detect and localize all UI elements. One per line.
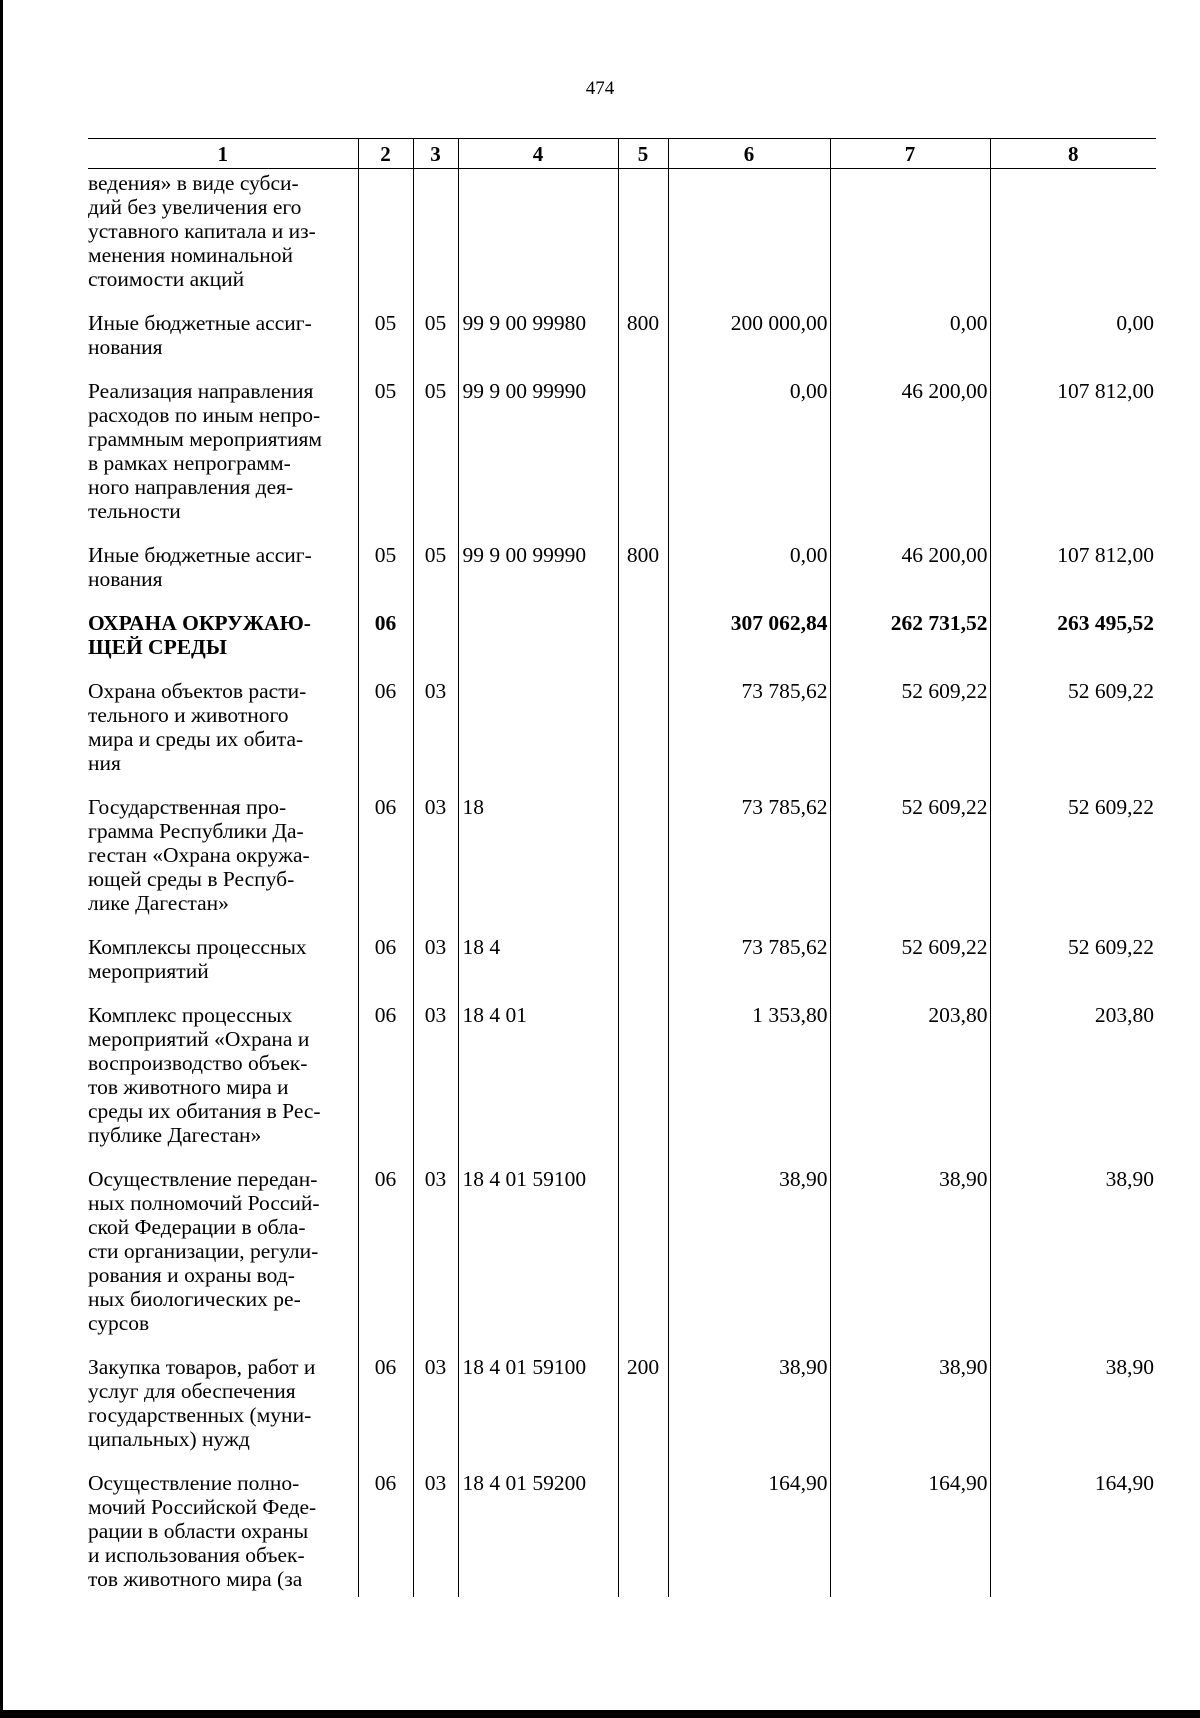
table-row	[88, 543, 1156, 611]
header-col-8: 8	[990, 139, 1156, 169]
amount-year-1: 73 785,62	[668, 935, 830, 1003]
table-row	[88, 795, 1156, 935]
table-row	[88, 1167, 1156, 1355]
section-code: 06	[358, 1167, 413, 1355]
page-number: 474	[585, 78, 615, 99]
expense-type-code	[618, 169, 668, 312]
header-col-5: 5	[618, 139, 668, 169]
amount-year-3: 38,90	[990, 1167, 1156, 1355]
target-article-code: 18 4	[458, 935, 618, 1003]
subsection-code: 03	[413, 1355, 458, 1471]
subsection-code: 03	[413, 1471, 458, 1597]
expense-type-code	[618, 1003, 668, 1167]
amount-year-1: 164,90	[668, 1471, 830, 1597]
target-article-code: 18 4 01 59100	[458, 1355, 618, 1471]
header-col-4: 4	[458, 139, 618, 169]
subsection-code	[413, 169, 458, 312]
row-name: Комплекс процессных мероприятий «Охрана и воспроизводство объек- тов животного мира и среды их обитания в Рес- публике Дагестан»	[88, 1003, 321, 1147]
section-code: 05	[358, 543, 413, 611]
amount-year-3: 52 609,22	[990, 935, 1156, 1003]
target-article-code: 18	[458, 795, 618, 935]
amount-year-1: 73 785,62	[668, 679, 830, 795]
expense-type-code	[618, 379, 668, 543]
expense-type-code	[618, 679, 668, 795]
amount-year-2: 52 609,22	[830, 795, 990, 935]
section-code: 05	[358, 379, 413, 543]
amount-year-3: 38,90	[990, 1355, 1156, 1471]
amount-year-2: 46 200,00	[830, 543, 990, 611]
row-name: Закупка товаров, работ и услуг для обеспечения государственных (муни- ципальных) нужд	[88, 1355, 316, 1451]
amount-year-2: 52 609,22	[830, 935, 990, 1003]
table-row	[88, 679, 1156, 795]
target-article-code: 99 9 00 99980	[458, 311, 618, 379]
header-col-2: 2	[358, 139, 413, 169]
expense-type-code	[618, 795, 668, 935]
amount-year-3: 107 812,00	[990, 379, 1156, 543]
table-row	[88, 1471, 1156, 1597]
row-name: Государственная про- грамма Республики Да- гестан «Охрана окружа- ющей среды в Респуб- лике Дагестан»	[88, 795, 310, 915]
target-article-code: 18 4 01	[458, 1003, 618, 1167]
target-article-code: 18 4 01 59200	[458, 1471, 618, 1597]
subsection-code: 03	[413, 795, 458, 935]
amount-year-2: 38,90	[830, 1167, 990, 1355]
row-name: Осуществление полно- мочий Российской Феде- рации в области охраны и использования объек- тов животного мира (за	[88, 1471, 317, 1591]
scan-left-edge	[0, 0, 3, 1718]
section-code	[358, 169, 413, 312]
target-article-code	[458, 679, 618, 795]
amount-year-3: 203,80	[990, 1003, 1156, 1167]
subsection-code: 03	[413, 935, 458, 1003]
amount-year-2: 0,00	[830, 311, 990, 379]
subsection-code: 05	[413, 543, 458, 611]
expense-type-code	[618, 1167, 668, 1355]
section-code: 06	[358, 1003, 413, 1167]
header-col-6: 6	[668, 139, 830, 169]
table-body	[88, 169, 1156, 1598]
table-row	[88, 311, 1156, 379]
section-code: 06	[358, 1471, 413, 1597]
expense-type-code	[618, 935, 668, 1003]
amount-year-2	[830, 169, 990, 312]
amount-year-3: 164,90	[990, 1471, 1156, 1597]
amount-year-2: 38,90	[830, 1355, 990, 1471]
section-code: 05	[358, 311, 413, 379]
amount-year-3: 52 609,22	[990, 679, 1156, 795]
amount-year-1: 0,00	[668, 379, 830, 543]
row-name: ОХРАНА ОКРУЖАЮ- ЩЕЙ СРЕДЫ	[88, 611, 311, 659]
row-name: ведения» в виде субси- дий без увеличения его уставного капитала и из- менения номинальной стоимости акций	[88, 171, 316, 291]
table-row	[88, 935, 1156, 1003]
target-article-code	[458, 169, 618, 312]
amount-year-1: 0,00	[668, 543, 830, 611]
row-name: Иные бюджетные ассиг- нования	[88, 543, 312, 591]
table-row	[88, 1355, 1156, 1471]
table-row	[88, 169, 1156, 312]
subsection-code	[413, 611, 458, 679]
amount-year-3: 107 812,00	[990, 543, 1156, 611]
target-article-code: 18 4 01 59100	[458, 1167, 618, 1355]
scan-bottom-edge	[0, 1710, 1200, 1718]
header-col-3: 3	[413, 139, 458, 169]
table-row	[88, 611, 1156, 679]
amount-year-2: 262 731,52	[830, 611, 990, 679]
amount-year-1: 38,90	[668, 1355, 830, 1471]
header-col-1: 1	[88, 139, 358, 169]
table-row	[88, 1003, 1156, 1167]
subsection-code: 05	[413, 311, 458, 379]
amount-year-2: 164,90	[830, 1471, 990, 1597]
amount-year-1: 200 000,00	[668, 311, 830, 379]
expense-type-code: 800	[618, 543, 668, 611]
row-name: Охрана объектов расти- тельного и животного мира и среды их обита- ния	[88, 679, 307, 775]
amount-year-1: 73 785,62	[668, 795, 830, 935]
amount-year-3: 52 609,22	[990, 795, 1156, 935]
expense-type-code	[618, 1471, 668, 1597]
expense-type-code	[618, 611, 668, 679]
amount-year-3	[990, 169, 1156, 312]
target-article-code	[458, 611, 618, 679]
table-row	[88, 379, 1156, 543]
table-header-row	[88, 139, 1156, 169]
row-name: Реализация направления расходов по иным непро- граммным мероприятиям в рамках непрограмм- ного направления дея- тельности	[88, 379, 322, 523]
target-article-code: 99 9 00 99990	[458, 379, 618, 543]
amount-year-3: 263 495,52	[990, 611, 1156, 679]
expense-type-code: 800	[618, 311, 668, 379]
amount-year-1: 38,90	[668, 1167, 830, 1355]
section-code: 06	[358, 1355, 413, 1471]
target-article-code: 99 9 00 99990	[458, 543, 618, 611]
section-code: 06	[358, 611, 413, 679]
amount-year-2: 52 609,22	[830, 679, 990, 795]
section-code: 06	[358, 935, 413, 1003]
subsection-code: 03	[413, 1003, 458, 1167]
row-name: Иные бюджетные ассиг- нования	[88, 311, 312, 359]
amount-year-1: 1 353,80	[668, 1003, 830, 1167]
subsection-code: 03	[413, 679, 458, 795]
row-name: Комплексы процессных мероприятий	[88, 935, 307, 983]
subsection-code: 03	[413, 1167, 458, 1355]
subsection-code: 05	[413, 379, 458, 543]
expense-type-code: 200	[618, 1355, 668, 1471]
amount-year-2: 203,80	[830, 1003, 990, 1167]
row-name: Осуществление передан- ных полномочий Россий- ской Федерации в обла- сти организации, регули- рования и охраны вод- ных биологических ре- сурсов	[88, 1167, 320, 1335]
amount-year-1	[668, 169, 830, 312]
section-code: 06	[358, 679, 413, 795]
budget-table	[88, 138, 1156, 1597]
amount-year-2: 46 200,00	[830, 379, 990, 543]
header-col-7: 7	[830, 139, 990, 169]
section-code: 06	[358, 795, 413, 935]
amount-year-3: 0,00	[990, 311, 1156, 379]
amount-year-1: 307 062,84	[668, 611, 830, 679]
